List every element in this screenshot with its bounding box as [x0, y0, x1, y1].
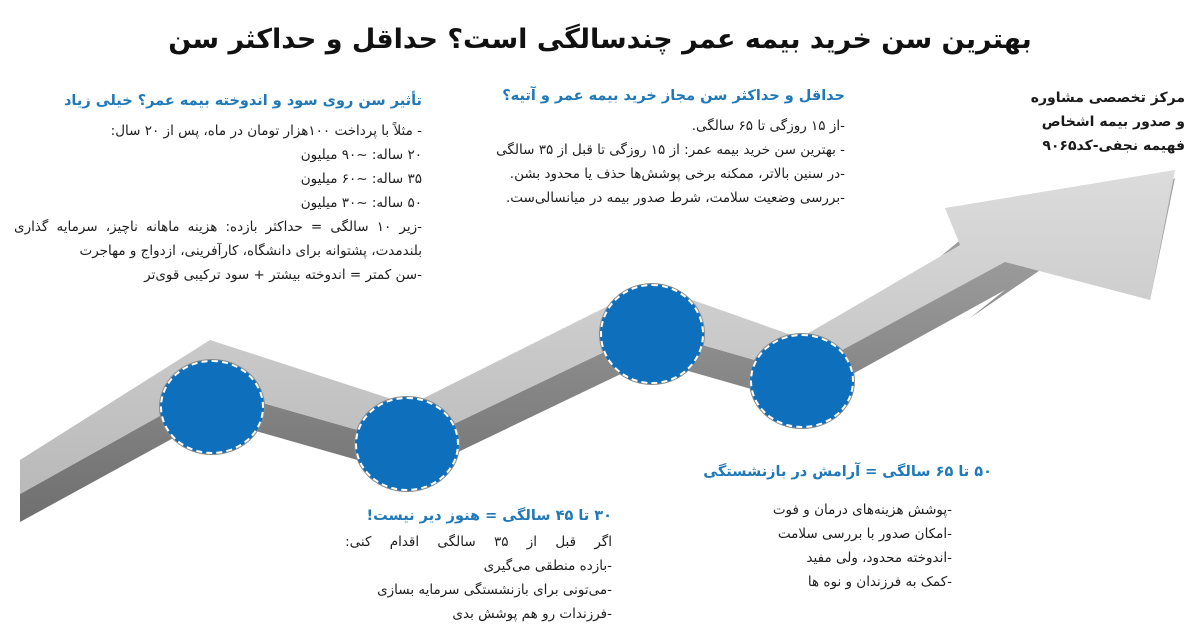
block-line: -اندوخته محدود، ولی مفید: [806, 550, 952, 566]
milestone-dot-2: [355, 397, 459, 491]
block-line: ۲۰ ساله: ~۹۰ میلیون: [300, 147, 422, 163]
block-line: ۵۰ ساله: ~۳۰ میلیون: [300, 195, 422, 211]
block-line: -فرزندات رو هم پوشش بدی: [452, 606, 612, 622]
block-heading: تأثیر سن روی سود و اندوخته بیمه عمر؟ خیلی زیاد: [63, 93, 422, 109]
milestone-dot-4: [750, 334, 854, 428]
milestone-dot-3: [600, 284, 704, 384]
block-mid-age: [252, 504, 612, 626]
block-line: -پوشش هزینه‌های درمان و فوت: [772, 502, 952, 518]
block-line: -بررسی وضعیت سلامت، شرط صدور بیمه در میانسالی‌ست.: [505, 190, 845, 206]
block-line: -در سنین بالاتر، ممکنه برخی پوشش‌ها حذف یا محدود بشن.: [509, 166, 845, 182]
block-line: -امکان صدور با بررسی سلامت: [777, 526, 952, 542]
block-age-limit: [465, 84, 845, 210]
block-line: - بهترین سن خرید بیمه عمر: از ۱۵ روزگی تا قبل از ۳۵ سالگی: [496, 142, 845, 158]
block-profit-impact: [14, 89, 422, 287]
page-title: بهترین سن خرید بیمه عمر چندسالگی است؟ حداقل و حداکثر سن: [168, 24, 1032, 55]
advisor-note-line: و صدور بیمه اشخاص: [1041, 114, 1185, 130]
block-line: -از ۱۵ روزگی تا ۶۵ سالگی.: [691, 118, 845, 134]
block-line: اگر قبل از ۳۵ سالگی اقدام کنی:: [345, 534, 612, 550]
block-heading: حداقل و حداکثر سن مجاز خرید بیمه عمر و آتیه؟: [502, 88, 845, 104]
block-line: -می‌تونی برای بازنشستگی سرمایه بسازی: [377, 582, 612, 598]
block-retirement: [700, 460, 992, 594]
advisor-note-line: فهیمه نجفی-کد۹۰۶۵: [1042, 138, 1185, 154]
block-line: -سن کمتر = اندوخته بیشتر + سود ترکیبی قوی‌تر: [144, 267, 422, 283]
advisor-note-line: مرکز تخصصی مشاوره: [1030, 90, 1185, 106]
block-line: ۳۵ ساله: ~۶۰ میلیون: [300, 171, 422, 187]
block-line: -زیر ۱۰ سالگی = حداکثر بازده: هزینه ماهانه ناچیز، سرمایه گذاری بلندمدت، پشتوانه برای دانشگاه، کارآفرینی، ازدواج و مهاجرت: [14, 219, 423, 259]
block-heading: ۳۰ تا ۴۵ سالگی = هنوز دیر نیست!: [366, 508, 612, 524]
block-line: -کمک به فرزندان و نوه ها: [807, 574, 952, 590]
block-heading: ۵۰ تا ۶۵ سالگی = آرامش در بازنشستگی: [703, 464, 992, 480]
milestone-dot-1: [160, 360, 264, 454]
block-line: - مثلاً با پرداخت ۱۰۰هزار تومان در ماه، پس از ۲۰ سال:: [110, 123, 422, 139]
block-line: -بازده منطقی می‌گیری: [483, 558, 612, 574]
advisor-note: [980, 86, 1185, 158]
